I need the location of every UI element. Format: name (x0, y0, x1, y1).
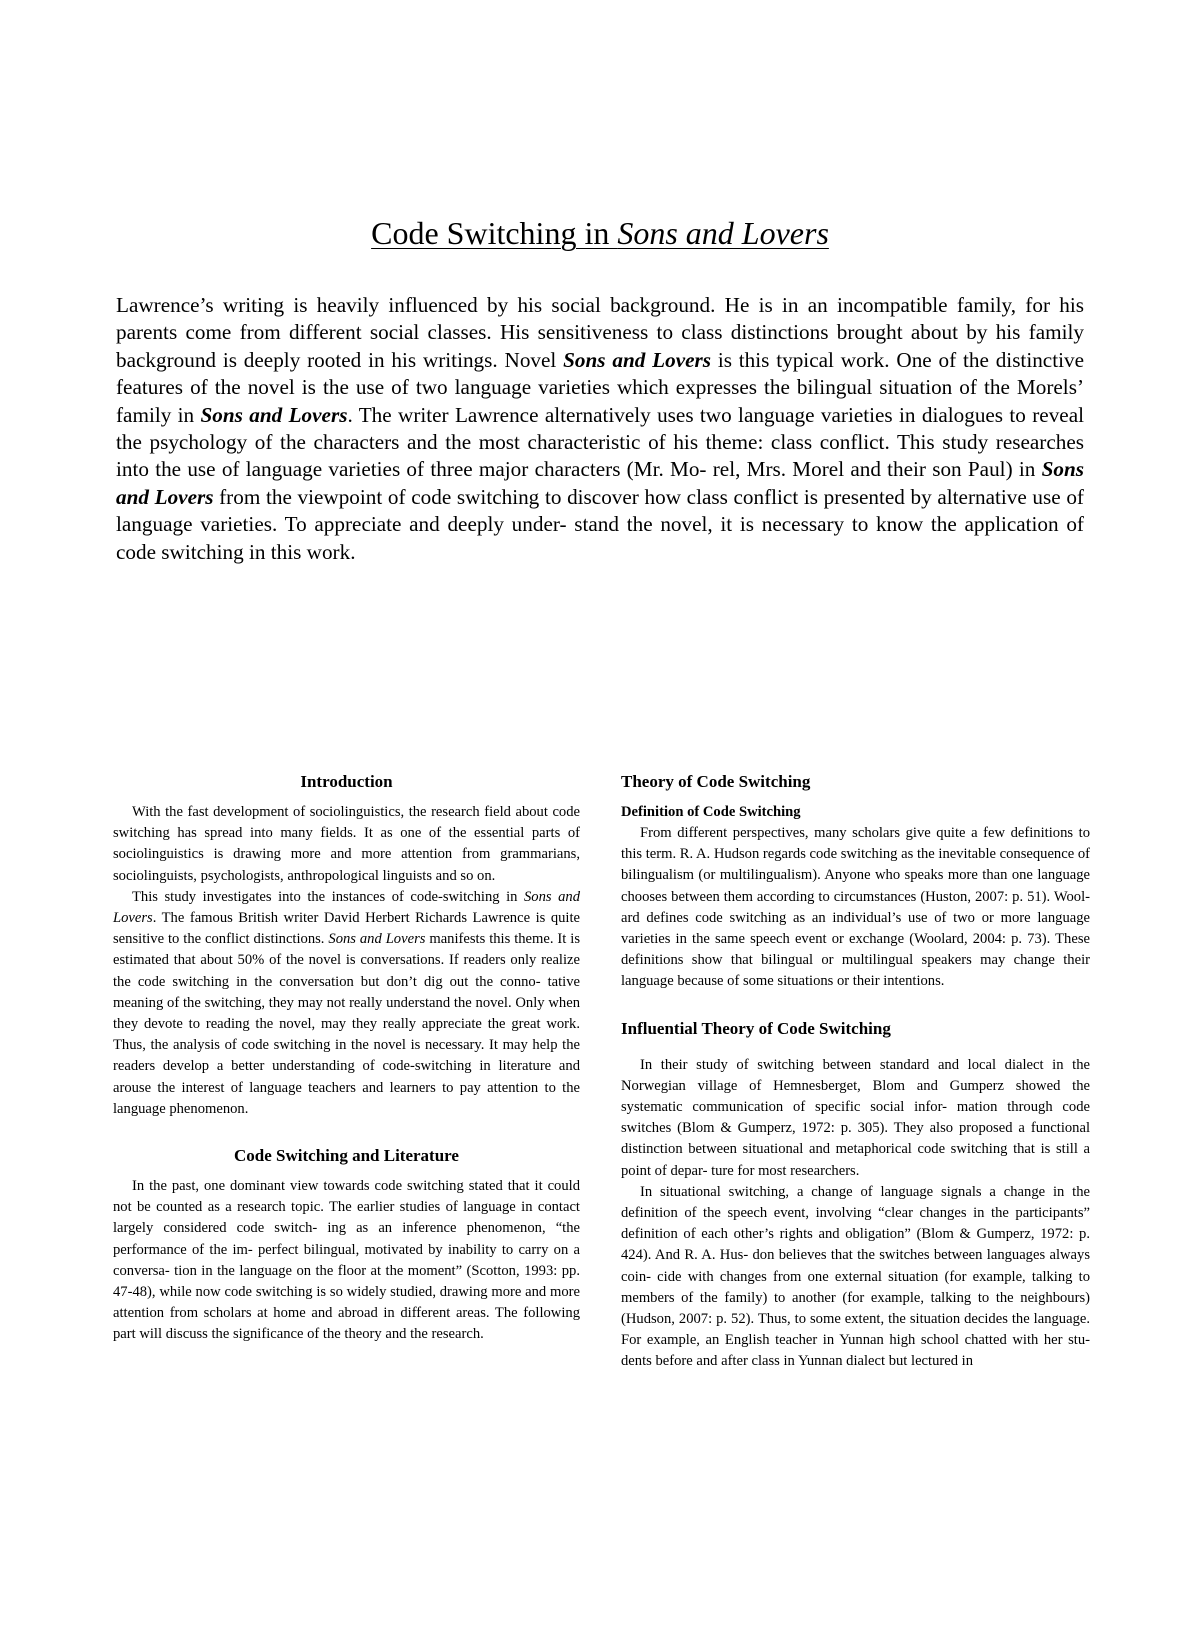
influential-theory-heading: Influential Theory of Code Switching (621, 1018, 891, 1038)
intro-p2-novel-title-2: Sons and Lovers (328, 931, 426, 948)
title-italic: Sons and Lovers (617, 215, 829, 251)
abstract-text-3: . The writer Lawrence alternatively uses two language varieties in dialogues to reveal the psychology of the characters and the most characteristic of his theme: class conflict. This study researches into the use of language varieties of three major characters (Mr. Mo- rel, Mrs. Morel and their son Paul) in (116, 402, 1084, 482)
intro-p2-text-b: . The famous British writer David Herbert Richards Lawrence is quite sensitive to the conflict distinctions. (113, 910, 580, 948)
abstract-text-2: is this typical work. One of the distinctive features of the novel is the use of two language varieties which expresses the bilingual situation of the Morels’ family in (116, 347, 1084, 427)
influential-paragraph-1: In their study of switching between standard and local dialect in the Norwegian village of Hemnesberget, Blom and Gumperz showed the systematic communication of specific social infor- mation through code switches (Blom & Gumperz, 1972: p. 305). They also proposed a functional distinction between situational and metaphorical code switching that is still a point of depar- ture for most researchers. (621, 1056, 1090, 1179)
definition-paragraph-1: From different perspectives, many scholars give quite a few definitions to this term. R. A. Hudson regards code switching as the inevitable consequence of bilingualism (or multilingualism). Anyone who speaks more than one language chooses between them according to circumstances (Huston, 2007: p. 51). Wool- ard defines code switching as an individual’s use of two or more language varieties in the same speech event or exchange (Woolard, 2004: p. 73). These definitions show that bilingual or multilingual speakers may change their language because of some situations or their intentions. (621, 825, 1090, 990)
intro-p2-text-c: manifests this theme. It is estimated that about 50% of the novel is conversations. If readers only realize the code switching in the conversation but don’t dig out the conno- tative meaning of the switching, they may not really understand the novel. Only when they devote to reading the novel, may they really appreciate the great work. Thus, the analysis of code switching in the novel is necessary. It may help the readers develop a better understanding of code-switching in literature and arouse the interest of language teachers and learners to pay attention to the language phenomenon. (113, 931, 581, 1117)
abstract (116, 292, 1084, 566)
abstract-novel-title-2: Sons and Lovers (200, 402, 348, 427)
introduction-heading: Introduction (300, 772, 393, 791)
literature-paragraph-1: In the past, one dominant view towards code switching stated that it could not be counted as a research topic. The earlier studies of language in contact largely considered code switch- ing as an inference phenomenon, “the performance of the im- perfect bilingual, motivated by inability to carry on a conversa- tion in the language on the floor at the moment” (Scotton, 1993: pp. 47-48), while now code switching is so widely studied, drawing more and more attention from scholars at home and abroad in different areas. The following part will discuss the significance of the theory and the research. (113, 1178, 580, 1343)
intro-p2-novel-title-1: Sons and Lovers (113, 888, 580, 927)
abstract-text-1: Lawrence’s writing is heavily influenced by his social background. He is in an incompatible family, for his parents come from different social classes. His sensitiveness to class distinctions brought about by his family background is deeply rooted in his writings. Novel (116, 293, 1084, 372)
paper-title (0, 215, 1200, 252)
influential-paragraph-2: In situational switching, a change of language signals a change in the definition of the speech event, involving “clear changes in the participants” definition of each other’s rights and obligation” (Blom & Gumperz, 1972: p. 424). And R. A. Hus- don believes that the switches between languages always coin- cide with changes from one external situation (for example, talking to members of the family) to another (for example, talking to the neighbours) (Hudson, 2007: p. 52). Thus, to some extent, the situation decides the language. For example, an English teacher in Yunnan high school chatted with her stu- dents before and after class in Yunnan dialect but lectured in (621, 1183, 1090, 1370)
abstract-text-4: from the viewpoint of code switching to discover how class conflict is presented by alternative use of language varieties. To appreciate and deeply under- stand the novel, it is necessary to know the application of code switching in this work. (116, 484, 1084, 564)
introduction-paragraph-2 (113, 887, 580, 1120)
left-column (113, 770, 580, 1346)
right-column (621, 770, 1090, 1373)
definition-subheading: Definition of Code Switching (621, 804, 801, 820)
theory-heading: Theory of Code Switching (621, 772, 811, 791)
abstract-novel-title-1: Sons and Lovers (563, 347, 711, 372)
literature-heading: Code Switching and Literature (234, 1146, 459, 1166)
intro-p2-text-a: This study investigates into the instances of code-switching in (132, 888, 524, 905)
abstract-novel-title-3: Sons and Lovers (116, 457, 1084, 509)
introduction-paragraph-1: With the fast development of sociolinguistics, the research field about code switching has spread into many fields. It as one of the essential parts of sociolinguistics is drawing more and more attention from grammarians, sociolinguists, psychologists, anthropological linguists and so on. (113, 804, 580, 884)
title-main: Code Switching in (371, 215, 618, 251)
